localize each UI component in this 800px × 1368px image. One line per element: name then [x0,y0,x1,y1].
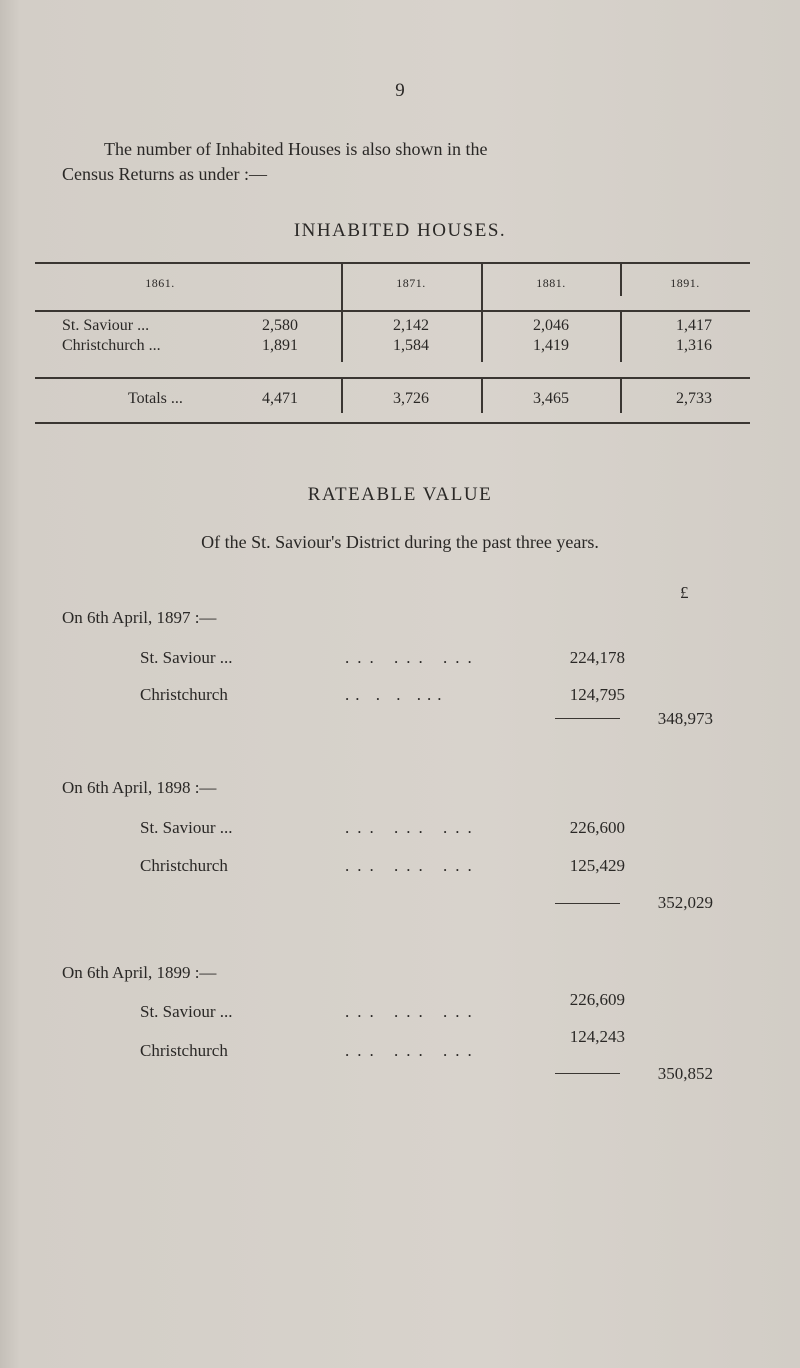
table-bottom-rule [35,422,750,424]
total-1891: 2,733 [676,390,712,407]
inhabited-houses-title: INHABITED HOUSES. [293,220,507,241]
sum-rule [555,718,620,719]
cell-christchurch-1881: 1,419 [533,337,569,354]
header-1861: 1861. [145,276,175,290]
cell-st-saviour-1871: 2,142 [393,317,429,334]
leader-dots: ... ... ... [345,818,480,837]
date-1899: On 6th April, 1899 :— [62,963,217,982]
currency-symbol: £ [680,583,689,602]
header-1871: 1871. [396,276,426,290]
cell-st-saviour-1891: 1,417 [676,317,712,334]
col-divider-1-body [341,310,343,362]
leader-dots: ... ... ... [345,648,480,667]
total-1898: 352,029 [657,893,713,912]
table-top-rule [35,262,750,264]
total-1861: 4,471 [262,390,298,407]
value-1897-st-saviour: 224,178 [569,648,625,667]
value-1898-st-saviour: 226,600 [569,818,625,837]
cell-christchurch-1871: 1,584 [393,337,429,354]
page-number: 9 [395,80,405,101]
intro-line-2: Census Returns as under :— [62,164,267,184]
intro-paragraph [62,137,742,187]
header-1891: 1891. [670,276,700,290]
cell-christchurch-1861: 1,891 [262,337,298,354]
header-1881: 1881. [536,276,566,290]
intro-line-1: The number of Inhabited Houses is also shown in the [104,139,488,159]
col-divider-3-body [620,310,622,362]
cell-st-saviour-1881: 2,046 [533,317,569,334]
sum-rule [555,1073,620,1074]
leader-dots: ... ... ... [345,1002,480,1021]
label-1899-christchurch: Christchurch [140,1041,228,1060]
label-1897-st-saviour: St. Saviour ... [140,648,233,667]
rateable-value-subtitle: Of the St. Saviour's District during the past three years. [201,532,599,552]
row-label-christchurch: Christchurch ... [62,337,161,354]
sum-rule [555,903,620,904]
value-1897-christchurch: 124,795 [569,685,625,704]
value-1898-christchurch: 125,429 [569,856,625,875]
label-1898-st-saviour: St. Saviour ... [140,818,233,837]
value-1899-christchurch: 124,243 [569,1027,625,1046]
row-label-st-saviour: St. Saviour ... [62,317,150,334]
total-1897: 348,973 [657,709,713,728]
value-1899-st-saviour: 226,609 [569,990,625,1009]
header-rule [35,310,750,312]
date-1897: On 6th April, 1897 :— [62,608,217,627]
leader-dots: ... ... ... [345,1041,480,1060]
date-1898: On 6th April, 1898 :— [62,778,217,797]
cell-st-saviour-1861: 2,580 [262,317,298,334]
totals-label: Totals ... [128,390,183,407]
label-1899-st-saviour: St. Saviour ... [140,1002,233,1021]
total-1871: 3,726 [393,390,429,407]
leader-dots: .. . . ... [345,685,448,704]
total-1881: 3,465 [533,390,569,407]
label-1897-christchurch: Christchurch [140,685,228,704]
leader-dots: ... ... ... [345,856,480,875]
totals-rule [35,377,750,379]
col-divider-2-body [481,310,483,362]
rateable-value-title: RATEABLE VALUE [307,484,493,505]
cell-christchurch-1891: 1,316 [676,337,712,354]
label-1898-christchurch: Christchurch [140,856,228,875]
total-1899: 350,852 [657,1064,713,1083]
